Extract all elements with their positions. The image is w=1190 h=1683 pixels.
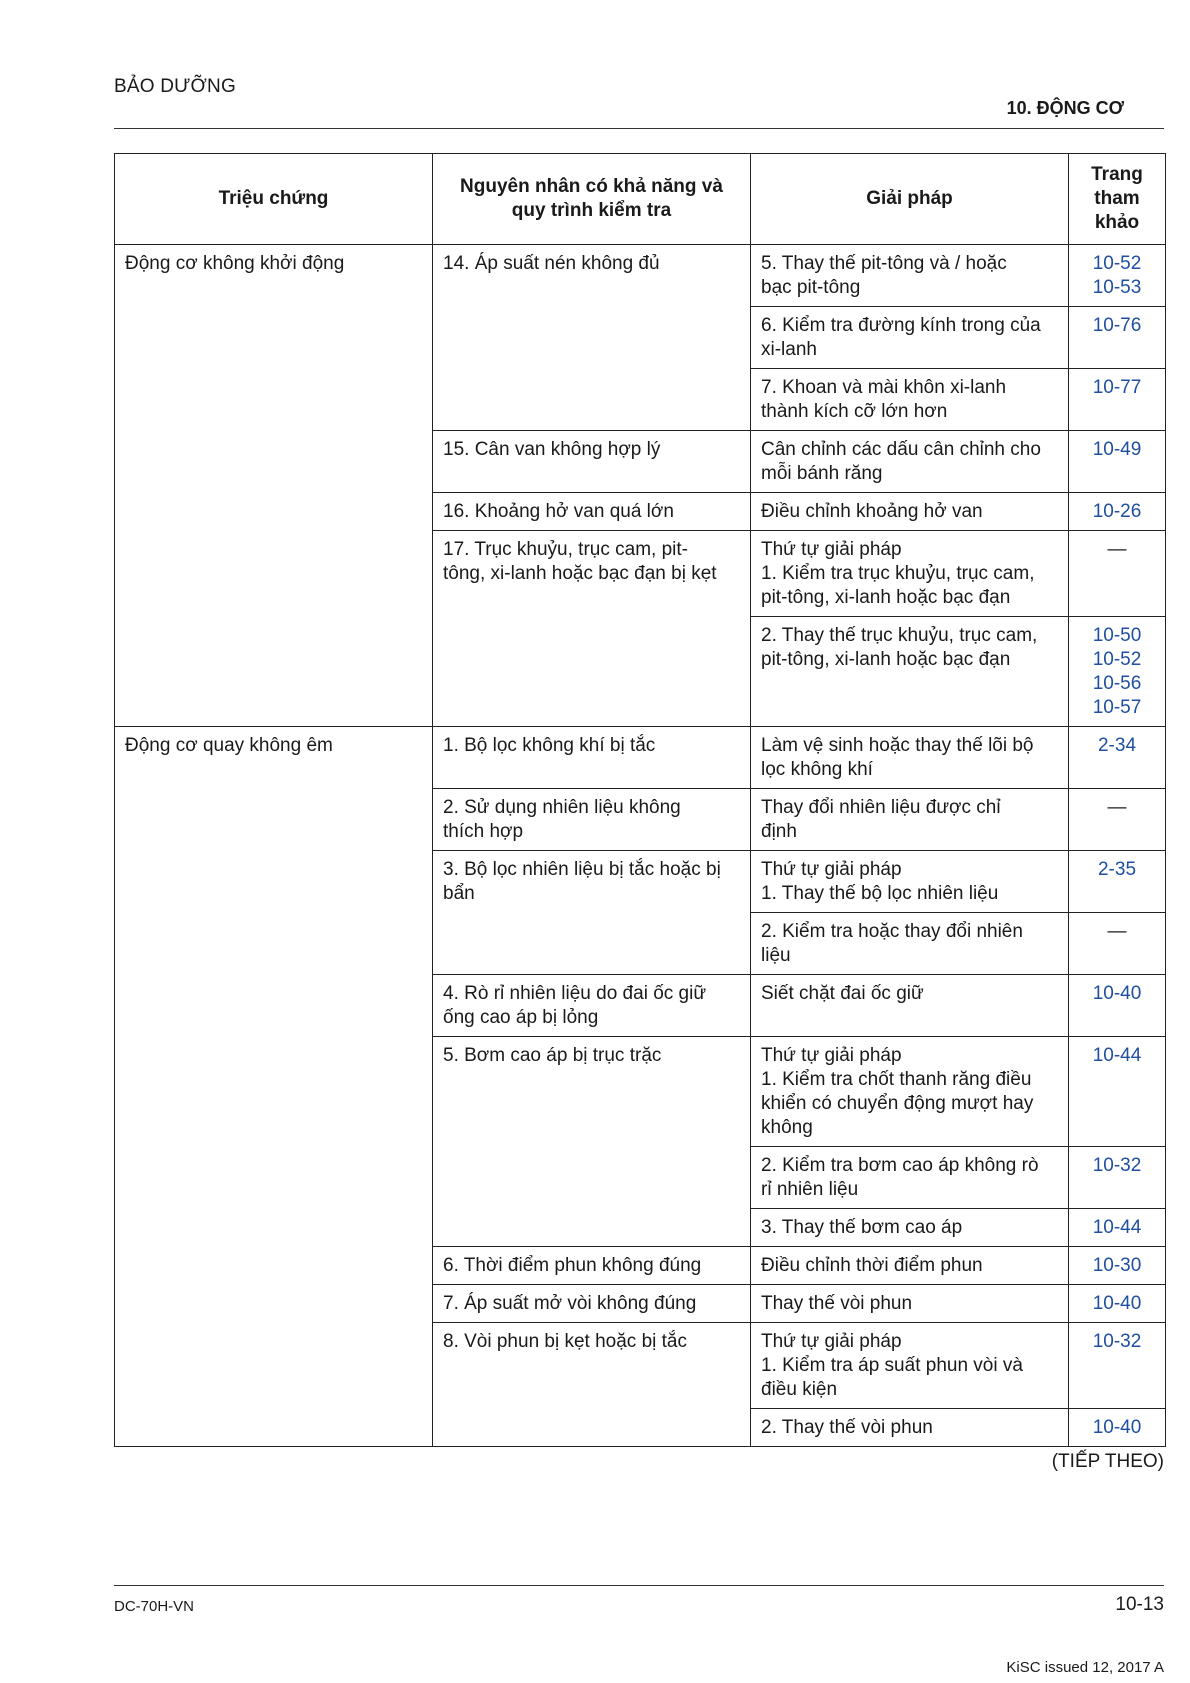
solution-cell: Thứ tự giải pháp 1. Thay thế bộ lọc nhiên liệu xyxy=(751,851,1069,913)
solution-cell: Điều chỉnh thời điểm phun xyxy=(751,1247,1069,1285)
solution-cell: Cân chỉnh các dấu cân chỉnh cho mỗi bánh răng xyxy=(751,431,1069,493)
cause-cell: 5. Bơm cao áp bị trục trặc xyxy=(433,1037,751,1247)
reference-cell xyxy=(1069,1147,1166,1209)
chapter-title: 10. ĐỘNG CƠ xyxy=(1006,98,1124,118)
reference-cell xyxy=(1069,617,1166,727)
page-reference-link[interactable]: 10-77 xyxy=(1092,377,1142,398)
reference-cell xyxy=(1069,245,1166,307)
symptom-cell: Động cơ không khởi động xyxy=(115,245,433,727)
reference-cell xyxy=(1069,975,1166,1037)
reference-cell xyxy=(1069,1323,1166,1409)
footer-divider xyxy=(114,1585,1164,1586)
solution-cell: Thay đổi nhiên liệu được chỉ định xyxy=(751,789,1069,851)
page-reference-link[interactable]: 10-32 xyxy=(1092,1155,1142,1176)
section-title: BẢO DƯỠNG xyxy=(114,76,236,97)
page-reference-link[interactable]: 10-44 xyxy=(1092,1217,1142,1238)
reference-cell xyxy=(1069,431,1166,493)
header-reference: Trang tham khảo xyxy=(1069,154,1166,245)
cause-cell: 7. Áp suất mở vòi không đúng xyxy=(433,1285,751,1323)
page-reference-link[interactable]: 2-35 xyxy=(1097,859,1137,880)
page-reference-link[interactable]: 2-34 xyxy=(1097,735,1137,756)
solution-cell: 2. Thay thế trục khuỷu, trục cam, pit-tông, xi-lanh hoặc bạc đạn xyxy=(751,617,1069,727)
solution-cell: 6. Kiểm tra đường kính trong của xi-lanh xyxy=(751,307,1069,369)
solution-cell: Siết chặt đai ốc giữ xyxy=(751,975,1069,1037)
issue-note: KiSC issued 12, 2017 A xyxy=(1006,1659,1164,1676)
reference-cell: — xyxy=(1069,789,1166,851)
page-reference-link[interactable]: 10-30 xyxy=(1092,1255,1142,1276)
page-reference-link[interactable]: 10-40 xyxy=(1092,1293,1142,1314)
header-cause: Nguyên nhân có khả năng và quy trình kiểm tra xyxy=(433,154,751,245)
reference-cell xyxy=(1069,1037,1166,1147)
reference-cell: — xyxy=(1069,913,1166,975)
solution-cell: 7. Khoan và mài khôn xi-lanh thành kích cỡ lớn hơn xyxy=(751,369,1069,431)
cause-cell: 16. Khoảng hở van quá lớn xyxy=(433,493,751,531)
page-reference-link[interactable]: 10-49 xyxy=(1092,439,1142,460)
reference-cell xyxy=(1069,1285,1166,1323)
cause-cell: 1. Bộ lọc không khí bị tắc xyxy=(433,727,751,789)
reference-cell xyxy=(1069,1209,1166,1247)
cause-cell: 6. Thời điểm phun không đúng xyxy=(433,1247,751,1285)
reference-cell xyxy=(1069,727,1166,789)
page-reference-link[interactable]: 10-44 xyxy=(1092,1045,1142,1066)
table-row xyxy=(115,727,1166,789)
solution-cell: Làm vệ sinh hoặc thay thế lõi bộ lọc không khí xyxy=(751,727,1069,789)
solution-cell: Thứ tự giải pháp 1. Kiểm tra trục khuỷu, trục cam, pit-tông, xi-lanh hoặc bạc đạn xyxy=(751,531,1069,617)
solution-cell: 3. Thay thế bơm cao áp xyxy=(751,1209,1069,1247)
solution-cell: Thứ tự giải pháp 1. Kiểm tra áp suất phun vòi và điều kiện xyxy=(751,1323,1069,1409)
page-reference-link[interactable]: 10-53 xyxy=(1092,277,1142,298)
solution-cell: 2. Thay thế vòi phun xyxy=(751,1409,1069,1447)
page-reference-link[interactable]: 10-57 xyxy=(1092,697,1142,718)
page-reference-link[interactable]: 10-40 xyxy=(1092,1417,1142,1438)
cause-cell: 3. Bộ lọc nhiên liệu bị tắc hoặc bị bẩn xyxy=(433,851,751,975)
page-reference-link[interactable]: 10-32 xyxy=(1092,1331,1142,1352)
symptom-cell: Động cơ quay không êm xyxy=(115,727,433,1447)
document-code: DC-70H-VN xyxy=(114,1598,195,1615)
troubleshooting-table xyxy=(114,153,1166,1447)
reference-cell xyxy=(1069,493,1166,531)
solution-cell: Điều chỉnh khoảng hở van xyxy=(751,493,1069,531)
cause-cell: 2. Sử dụng nhiên liệu không thích hợp xyxy=(433,789,751,851)
header-symptom: Triệu chứng xyxy=(115,154,433,245)
table-header-row xyxy=(115,154,1166,245)
solution-cell: 2. Kiểm tra bơm cao áp không rò rỉ nhiên liệu xyxy=(751,1147,1069,1209)
solution-cell: 2. Kiểm tra hoặc thay đổi nhiên liệu xyxy=(751,913,1069,975)
header-solution: Giải pháp xyxy=(751,154,1069,245)
reference-cell: — xyxy=(1069,531,1166,617)
page-reference-link[interactable]: 10-26 xyxy=(1092,501,1142,522)
reference-cell xyxy=(1069,369,1166,431)
cause-cell: 4. Rò rỉ nhiên liệu do đai ốc giữ ống cao áp bị lỏng xyxy=(433,975,751,1037)
page-reference-link[interactable]: 10-40 xyxy=(1092,983,1142,1004)
page-number: 10-13 xyxy=(1115,1594,1164,1615)
table-row xyxy=(115,245,1166,307)
page-reference-link[interactable]: 10-52 xyxy=(1092,649,1142,670)
page-reference-link[interactable]: 10-52 xyxy=(1092,253,1142,274)
cause-cell: 15. Cân van không hợp lý xyxy=(433,431,751,493)
cause-cell: 17. Trục khuỷu, trục cam, pit- tông, xi-lanh hoặc bạc đạn bị kẹt xyxy=(433,531,751,727)
solution-cell: Thay thế vòi phun xyxy=(751,1285,1069,1323)
reference-cell xyxy=(1069,1409,1166,1447)
page-reference-link[interactable]: 10-56 xyxy=(1092,673,1142,694)
reference-cell xyxy=(1069,851,1166,913)
continued-label: (TIẾP THEO) xyxy=(1051,1451,1164,1472)
reference-cell xyxy=(1069,1247,1166,1285)
cause-cell: 8. Vòi phun bị kẹt hoặc bị tắc xyxy=(433,1323,751,1447)
reference-cell xyxy=(1069,307,1166,369)
header-divider xyxy=(114,128,1164,129)
solution-cell: 5. Thay thế pit-tông và / hoặc bạc pit-tông xyxy=(751,245,1069,307)
page-reference-link[interactable]: 10-50 xyxy=(1092,625,1142,646)
cause-cell: 14. Áp suất nén không đủ xyxy=(433,245,751,431)
solution-cell: Thứ tự giải pháp 1. Kiểm tra chốt thanh răng điều khiển có chuyển động mượt hay không xyxy=(751,1037,1069,1147)
page-reference-link[interactable]: 10-76 xyxy=(1092,315,1142,336)
